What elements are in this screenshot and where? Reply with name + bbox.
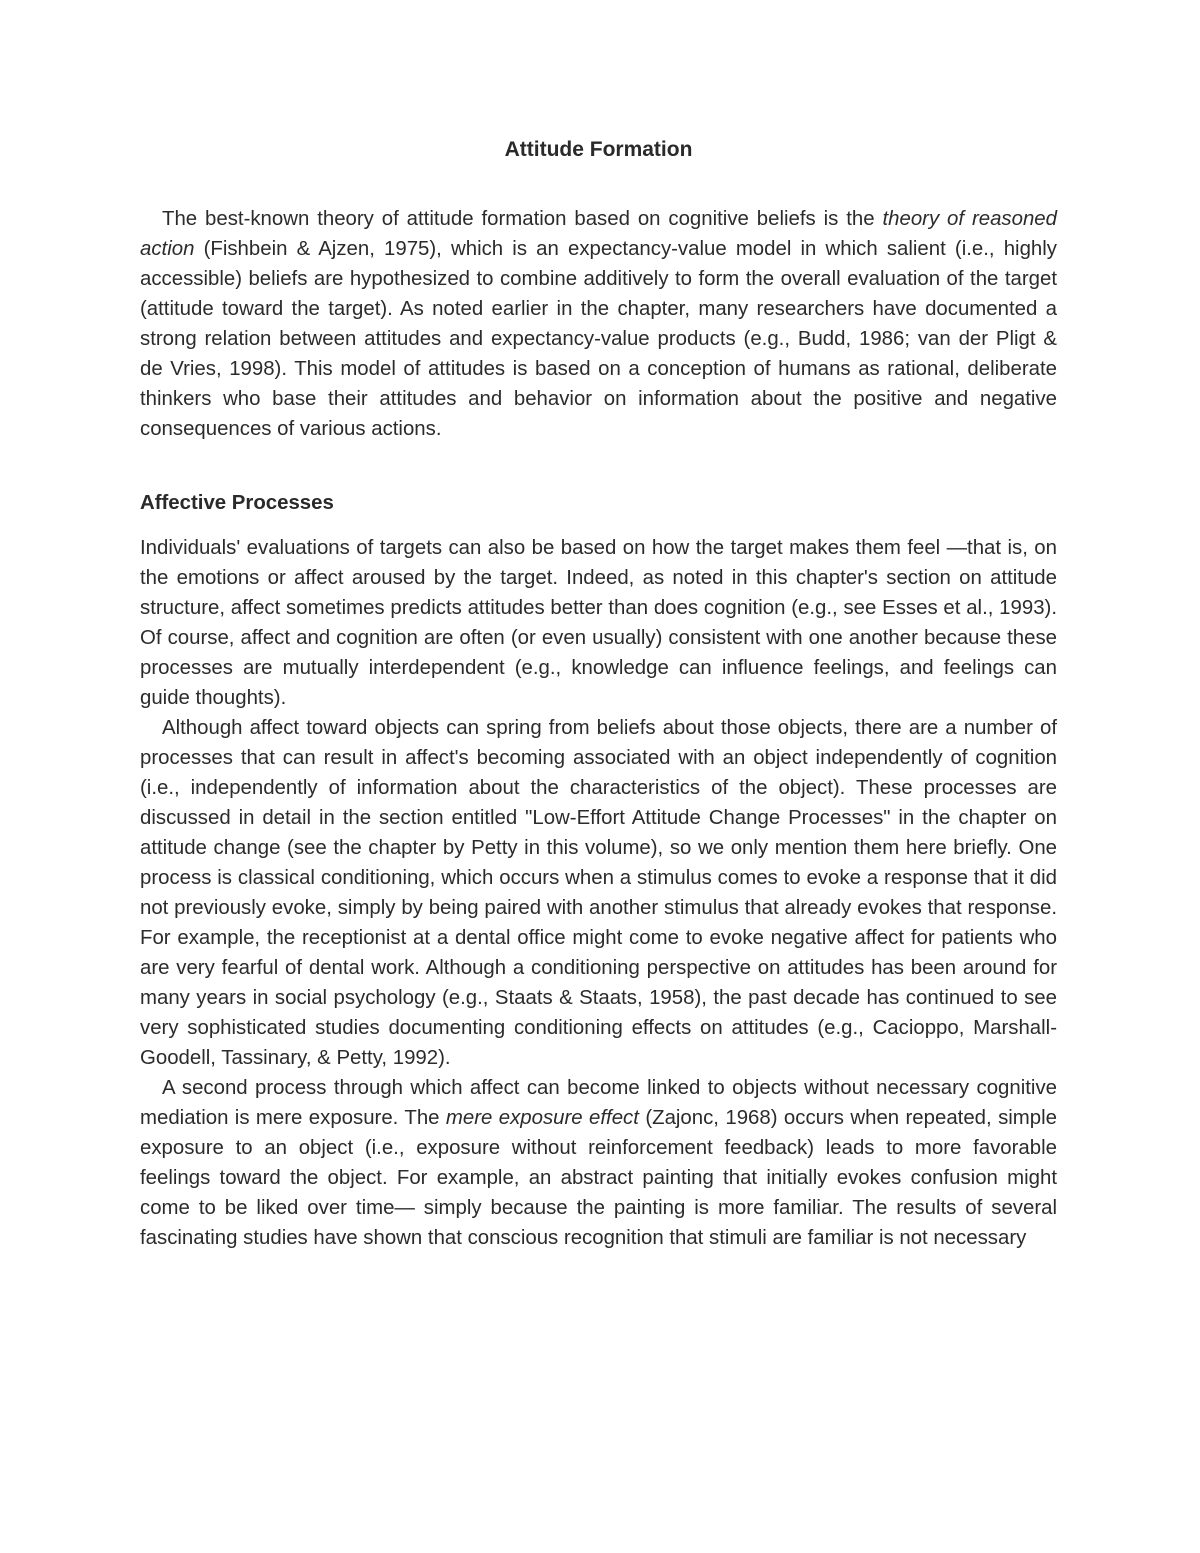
para3-italic-term: mere exposure effect <box>445 1107 639 1129</box>
para3-text-1: A second process through which affect can become linked to objects without necessary cognitive mediation is mere exposure. The <box>140 1077 1057 1129</box>
intro-italic-term: theory of reasoned action <box>140 208 1057 260</box>
intro-paragraph <box>140 204 1057 444</box>
section-heading-affective: Affective Processes <box>140 492 334 514</box>
document-page <box>140 138 1057 1253</box>
affective-paragraph-2: Although affect toward objects can spring from beliefs about those objects, there are a number of processes that can result in affect's becoming associated with an object independently of cognition (i.e., independently of information about the characteristics of the object). These processes are discussed in detail in the section entitled "Low-Effort Attitude Change Processes" in the chapter on attitude change (see the chapter by Petty in this volume), so we only mention them here briefly. One process is classical conditioning, which occurs when a stimulus comes to evoke a response that it did not previously evoke, simply by being paired with another stimulus that already evokes that response. For example, the receptionist at a dental office might come to evoke negative affect for patients who are very fearful of dental work. Although a conditioning perspective on attitudes has been around for many years in social psychology (e.g., Staats & Staats, 1958), the past decade has continued to see very sophisticated studies documenting conditioning effects on attitudes (e.g., Cacioppo, Marshall-Goodell, Tassinary, & Petty, 1992). <box>140 717 1057 1069</box>
affective-paragraph-1: Individuals' evaluations of targets can also be based on how the target makes them feel —that is, on the emotions or affect aroused by the target. Indeed, as noted in this chapter's section on attitude structure, affect sometimes predicts attitudes better than does cognition (e.g., see Esses et al., 1993). Of course, affect and cognition are often (or even usually) consistent with one another because these processes are mutually interdependent (e.g., knowledge can influence feelings, and feelings can guide thoughts). <box>140 537 1057 709</box>
intro-text-2: (Fishbein & Ajzen, 1975), which is an expectancy-value model in which salient (i.e., highly accessible) beliefs are hypothesized to combine additively to form the overall evaluation of the target (attitude toward the target). As noted earlier in the chapter, many researchers have documented a strong relation between attitudes and expectancy-value products (e.g., Budd, 1986; van der Pligt & de Vries, 1998). This model of attitudes is based on a conception of humans as rational, deliberate thinkers who base their attitudes and behavior on information about the positive and negative consequences of various actions. <box>140 238 1057 440</box>
document-title: Attitude Formation <box>504 138 693 161</box>
intro-text-1: The best-known theory of attitude formation based on cognitive beliefs is the <box>162 208 883 230</box>
affective-paragraph-3 <box>140 1073 1057 1253</box>
para3-text-2: (Zajonc, 1968) occurs when repeated, simple exposure to an object (i.e., exposure without reinforcement feedback) leads to more favorable feelings toward the object. For example, an abstract painting that initially evokes confusion might come to be liked over time— simply because the painting is more familiar. The results of several fascinating studies have shown that conscious recognition that stimuli are familiar is not necessary <box>140 1107 1058 1249</box>
